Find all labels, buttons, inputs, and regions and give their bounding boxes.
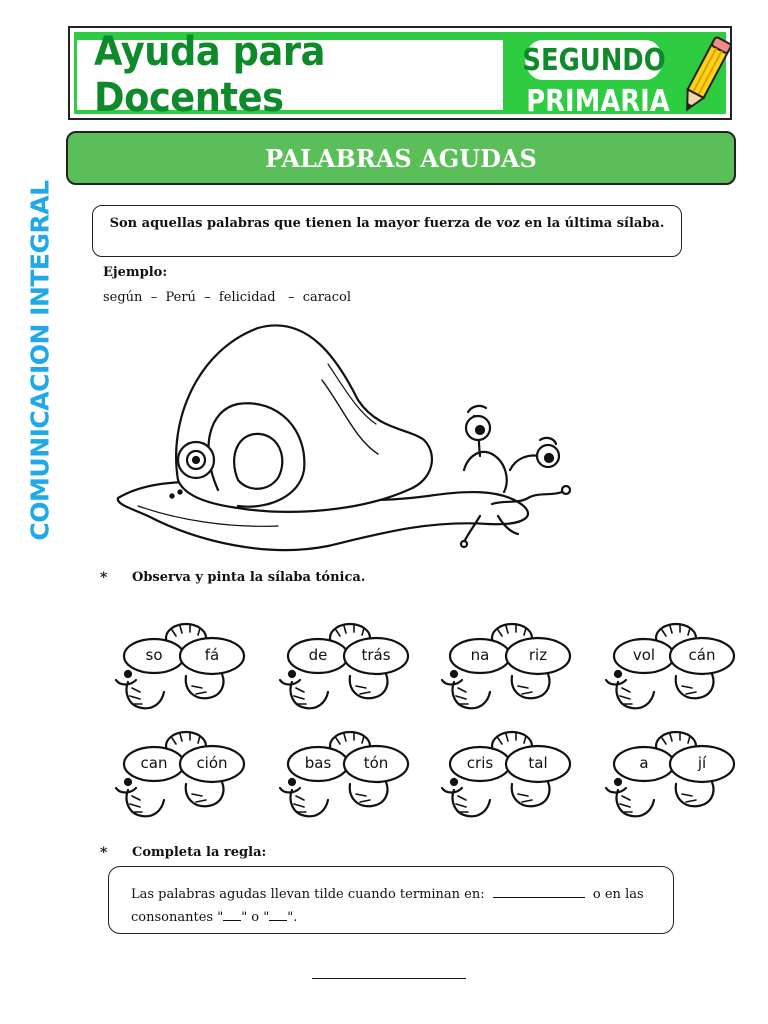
definition-text: Son aquellas palabras que tienen la mayor fuerza de voz en la última sílaba. <box>109 216 665 231</box>
site-title: Ayuda para Docentes <box>94 29 325 121</box>
syllable-first[interactable]: cris <box>466 754 494 772</box>
pencil-icon <box>678 34 732 118</box>
syllable-bug <box>272 724 412 824</box>
rule-box <box>108 866 674 934</box>
syllable-last[interactable]: trás <box>361 646 391 664</box>
topic-bar <box>66 131 736 185</box>
syllable-first[interactable]: can <box>140 754 168 772</box>
syllable-bug <box>434 616 574 716</box>
syllable-last[interactable]: jí <box>697 754 707 772</box>
activity1-bullet: * <box>100 570 108 586</box>
side-label <box>22 179 58 541</box>
banner-green-panel <box>74 29 726 121</box>
header-banner <box>68 26 732 120</box>
syllable-last[interactable]: tón <box>363 754 389 772</box>
grade-line-2: PRIMARIA <box>526 83 670 119</box>
rule-text-1: Las palabras agudas llevan tilde cuando terminan en: <box>131 887 485 902</box>
syllable-first[interactable]: so <box>145 646 163 664</box>
syllable-last[interactable]: ción <box>196 754 228 772</box>
syllable-last[interactable]: fá <box>204 646 220 664</box>
consonant-blank-1[interactable] <box>223 920 241 921</box>
snail-illustration <box>108 320 578 570</box>
rule-line-1 <box>131 883 673 906</box>
syllable-bug <box>434 724 574 824</box>
activity2-instruction: Completa la regla: <box>132 845 267 860</box>
rule-text-5: ". <box>287 910 298 925</box>
rule-text-3: consonantes " <box>131 910 224 925</box>
syllable-first[interactable]: bas <box>304 754 332 772</box>
syllable-bug <box>272 616 412 716</box>
ending-blank[interactable] <box>493 897 585 898</box>
grade-line-1: SEGUNDO <box>525 40 663 80</box>
footer-signature-line <box>312 978 466 979</box>
syllable-bug <box>598 616 738 716</box>
syllable-first[interactable]: na <box>470 646 490 664</box>
example-label: Ejemplo: <box>103 265 168 280</box>
side-label-text: COMUNICACION INTEGRAL <box>25 179 55 541</box>
syllable-last[interactable]: cán <box>688 646 716 664</box>
syllable-bug <box>108 616 248 716</box>
consonant-blank-2[interactable] <box>269 920 287 921</box>
banner-title-box <box>77 29 503 121</box>
syllable-first[interactable]: a <box>639 754 649 772</box>
syllable-last[interactable]: riz <box>528 646 548 664</box>
example-words: según – Perú – felicidad – caracol <box>103 290 352 305</box>
rule-text-2: o en las <box>592 887 644 902</box>
activity2-bullet: * <box>100 845 108 861</box>
syllable-bug <box>598 724 738 824</box>
syllable-first[interactable]: vol <box>632 646 656 664</box>
syllable-bug <box>108 724 248 824</box>
definition-box <box>92 205 682 257</box>
topic-title: PALABRAS AGUDAS <box>265 143 537 173</box>
rule-text-4: " o " <box>241 910 270 925</box>
syllable-last[interactable]: tal <box>528 754 548 772</box>
rule-line-2 <box>131 906 673 929</box>
syllable-first[interactable]: de <box>308 646 328 664</box>
activity1-instruction: Observa y pinta la sílaba tónica. <box>132 570 366 585</box>
